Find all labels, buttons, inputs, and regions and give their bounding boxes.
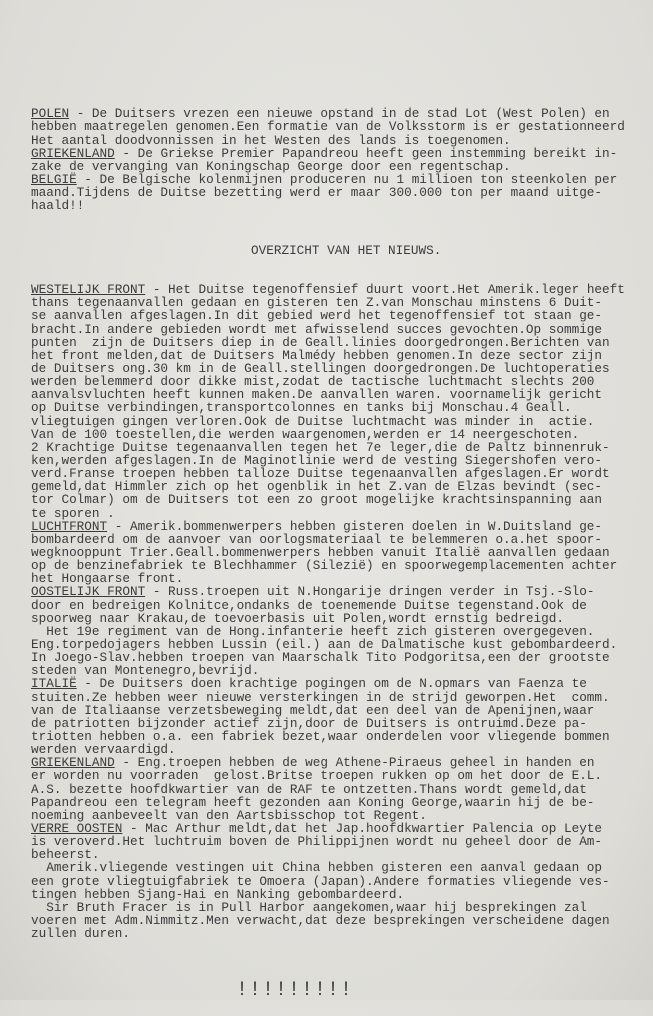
line-text: - De Duitsers doen krachtige pogingen om de N.opmars van Faenza te (76, 676, 587, 692)
news-overview-body (31, 283, 641, 940)
line-text: triotten hebben o.a. een fabriek bezet,waar onderdelen voor vliegende bommen (31, 728, 610, 744)
line-text: - Het Duitse tegenoffensief duurt voort.Het Amerik.leger heeft (145, 282, 625, 298)
line-text: zake de vervanging van Koningschap George door een regentschap. (31, 158, 511, 174)
line-text: steden van Montenegro,bevrijd. (31, 663, 260, 679)
section-heading: GRIEKENLAND (31, 145, 115, 161)
line-text: aanvalsvluchten heeft kunnen maken.De aanvallen waren. voornamelijk gericht (31, 387, 603, 403)
line-text: In Joego-Slav.hebben troepen van Maarschalk Tito Podgoritsa,een der grootste (31, 650, 610, 666)
line-text: maand.Tijdens de Duitse bezetting werd er maar 300.000 ton per maand uitge- (31, 185, 603, 201)
line-text: 2 Krachtige Duitse tegenaanvallen tegen het 7e leger,die de Paltz binnenruk- (31, 439, 610, 455)
section-heading: WESTELIJK FRONT (31, 282, 146, 298)
line-text: tingen hebben Sjang-Hai en Nanking gebombardeerd. (31, 886, 405, 902)
line-text: - Russ.troepen uit N.Hongarije dringen verder in Tsj.-Slo- (145, 584, 595, 600)
line-text: er worden nu voorraden gelost.Britse troepen rukken op om het door de E.L. (31, 768, 603, 784)
line-text: Sir Bruth Fracer is in Pull Harbor aangekomen,waar hij besprekingen zal (31, 899, 587, 915)
line-text: een grote vliegtuigfabriek te Omoera (Japan).Andere formaties vliegende ves- (31, 873, 610, 889)
line-text: Papandreou een telegram heeft gezonden aan Koning George,waarin hij de be- (31, 794, 595, 810)
text-line (31, 835, 641, 848)
line-text: ken,werden afgeslagen.In de Maginotlinie werd de vesting Siegershofen vero- (31, 453, 603, 469)
text-line (31, 199, 641, 212)
line-text: van de Italiaanse verzetsbeweging meldt,dat een deel van de Apenijnen,waar (31, 702, 595, 718)
line-text: zullen duren. (31, 926, 130, 942)
line-text: A.S. bezette hoofdkwartier van de RAF te ontzetten.Thans wordt gemeld,dat (31, 781, 587, 797)
line-text: spoorweg naar Krakau,de toevoerbasis uit Polen,wordt ernstig bedreigd. (31, 610, 564, 626)
line-text: stuiten.Ze hebben weer nieuwe versterkingen in de strijd geworpen.Het comm. (31, 689, 610, 705)
line-text: - De Duitsers vrezen een nieuwe opstand in de stad Lot (West Polen) en (69, 106, 610, 122)
section-heading: BELGIË (31, 172, 77, 188)
line-text: gemeld,dat Himmler zich op het ogenblik in het Z.van de Elzas bevindt (sec- (31, 479, 603, 495)
line-text: voeren met Adm.Nimmitz.Men verwacht,dat deze besprekingen verscheidene dagen (31, 912, 610, 928)
section-heading: GRIEKENLAND (31, 755, 115, 771)
line-text: - Mac Arthur meldt,dat het Jap.hoofdkwartier Palencia op Leyte (122, 820, 603, 836)
line-text: - De Griekse Premier Papandreou heeft geen instemming bereikt in- (114, 145, 618, 161)
section-heading: OOSTELIJK FRONT (31, 584, 146, 600)
text-line (31, 493, 641, 506)
section-heading: VERRE OOSTEN (31, 820, 123, 836)
line-text: haald!! (31, 198, 85, 214)
section-heading: POLEN (31, 106, 70, 122)
line-text: Amerik.vliegende vestingen uit China hebben gisteren een aanval gedaan op (31, 860, 603, 876)
line-text: werden belemmerd door dikke mist,zodat de tactische luchtmacht slechts 200 (31, 374, 595, 390)
line-text: tor Colmar) om de Duitsers tot een zo groot mogelijke krachtsinspanning aan (31, 492, 603, 508)
line-text: punten zijn de Duitsers diep in de Geall.linies doorgedrongen.Berichten van (31, 334, 610, 350)
line-text: werden vervaardigd. (31, 742, 176, 758)
line-text: thans tegenaanvallen gedaan en gisteren ten Z.van Monschau minstens 6 Duit- (31, 295, 603, 311)
line-text: se aanvallen afgeslagen.In dit gebied werd het tegenoffensief tot staan ge- (31, 308, 603, 324)
line-text: bracht.In andere gebieden wordt met afwisselend succes gevochten.Op sommige (31, 321, 603, 337)
line-text: Van de 100 toestellen,die werden waargenomen,werden er 14 neergeschoten. (31, 426, 580, 442)
line-text: beheerst. (31, 847, 100, 863)
bulletin-title: OVERZICHT VAN HET NIEUWS. (251, 242, 442, 258)
line-text: is veroverd.Het luchtruim boven de Philippijnen wordt nu geheel door de Am- (31, 834, 603, 850)
line-text: wegknooppunt Trier.Geall.bommenwerpers hebben vanuit Italië aanvallen gedaan (31, 545, 610, 561)
line-text: Het 19e regiment van de Hong.infanterie heeft zich gisteren overgegeven. (31, 623, 595, 639)
line-text: bombardeerd om de aanvoer van oorlogsmateriaal te belemmeren o.a.het spoor- (31, 531, 603, 547)
line-text: door en bedreigen Kolnitce,ondanks de toenemende Duitse tegenstand.Ook de (31, 597, 587, 613)
line-text: - De Belgische kolenmijnen produceren nu 1 millioen ton steenkolen per (76, 172, 618, 188)
line-text: het Hongaarse front. (31, 571, 184, 587)
closing-marks: !!!!!!!!! (236, 978, 354, 1002)
text-line (31, 927, 641, 940)
line-text: op Duitse verbindingen,transportcolonnes en tanks bij Monschau.4 Geall. (31, 400, 572, 416)
line-text: hebben maatregelen genomen.Een formatie van de Volksstorm is er gestationneerd (31, 119, 625, 135)
line-text: het front melden,dat de Duitsers Malmédy hebben genomen.In deze sector zijn (31, 347, 603, 363)
line-text: - Eng.troepen hebben de weg Athene-Piraeus geheel in handen en (114, 755, 595, 771)
line-text: vliegtuigen gingen verloren.Ook de Duitse luchtmacht was minder in actie. (31, 413, 595, 429)
text-line (31, 186, 641, 199)
line-text: noeming aanbeveelt van den Aartsbisschop tot Regent. (31, 807, 427, 823)
line-text: Het aantal doodvonnissen in het Westen des lands is toegenomen. (31, 132, 511, 148)
line-text: de patriotten bijzonder actief zijn,door de Duitsers is ontruimd.Deze pa- (31, 715, 587, 731)
line-text: - Amerik.bommenwerpers hebben gisteren doelen in W.Duitsland ge- (107, 518, 603, 534)
line-text: verd.Franse troepen hebben talloze Duitse tegenaanvallen afgeslagen.Er wordt (31, 466, 610, 482)
section-heading: ITALIË (31, 676, 77, 692)
line-text: op de benzinefabriek te Blechhammer (Silezië) en spoorwegemplacementen achter (31, 558, 618, 574)
line-text: te sporen . (31, 505, 115, 521)
line-text: de Duitsers ong.30 km in de Geall.stellingen doorgedrongen.De luchtoperaties (31, 361, 610, 377)
typewritten-news-bulletin (31, 81, 641, 1016)
short-news-items (31, 107, 641, 212)
section-heading: LUCHTFRONT (31, 518, 108, 534)
line-text: Eng.torpedojagers hebben Lussin (eil.) aan de Dalmatische kust gebombardeerd. (31, 637, 618, 652)
